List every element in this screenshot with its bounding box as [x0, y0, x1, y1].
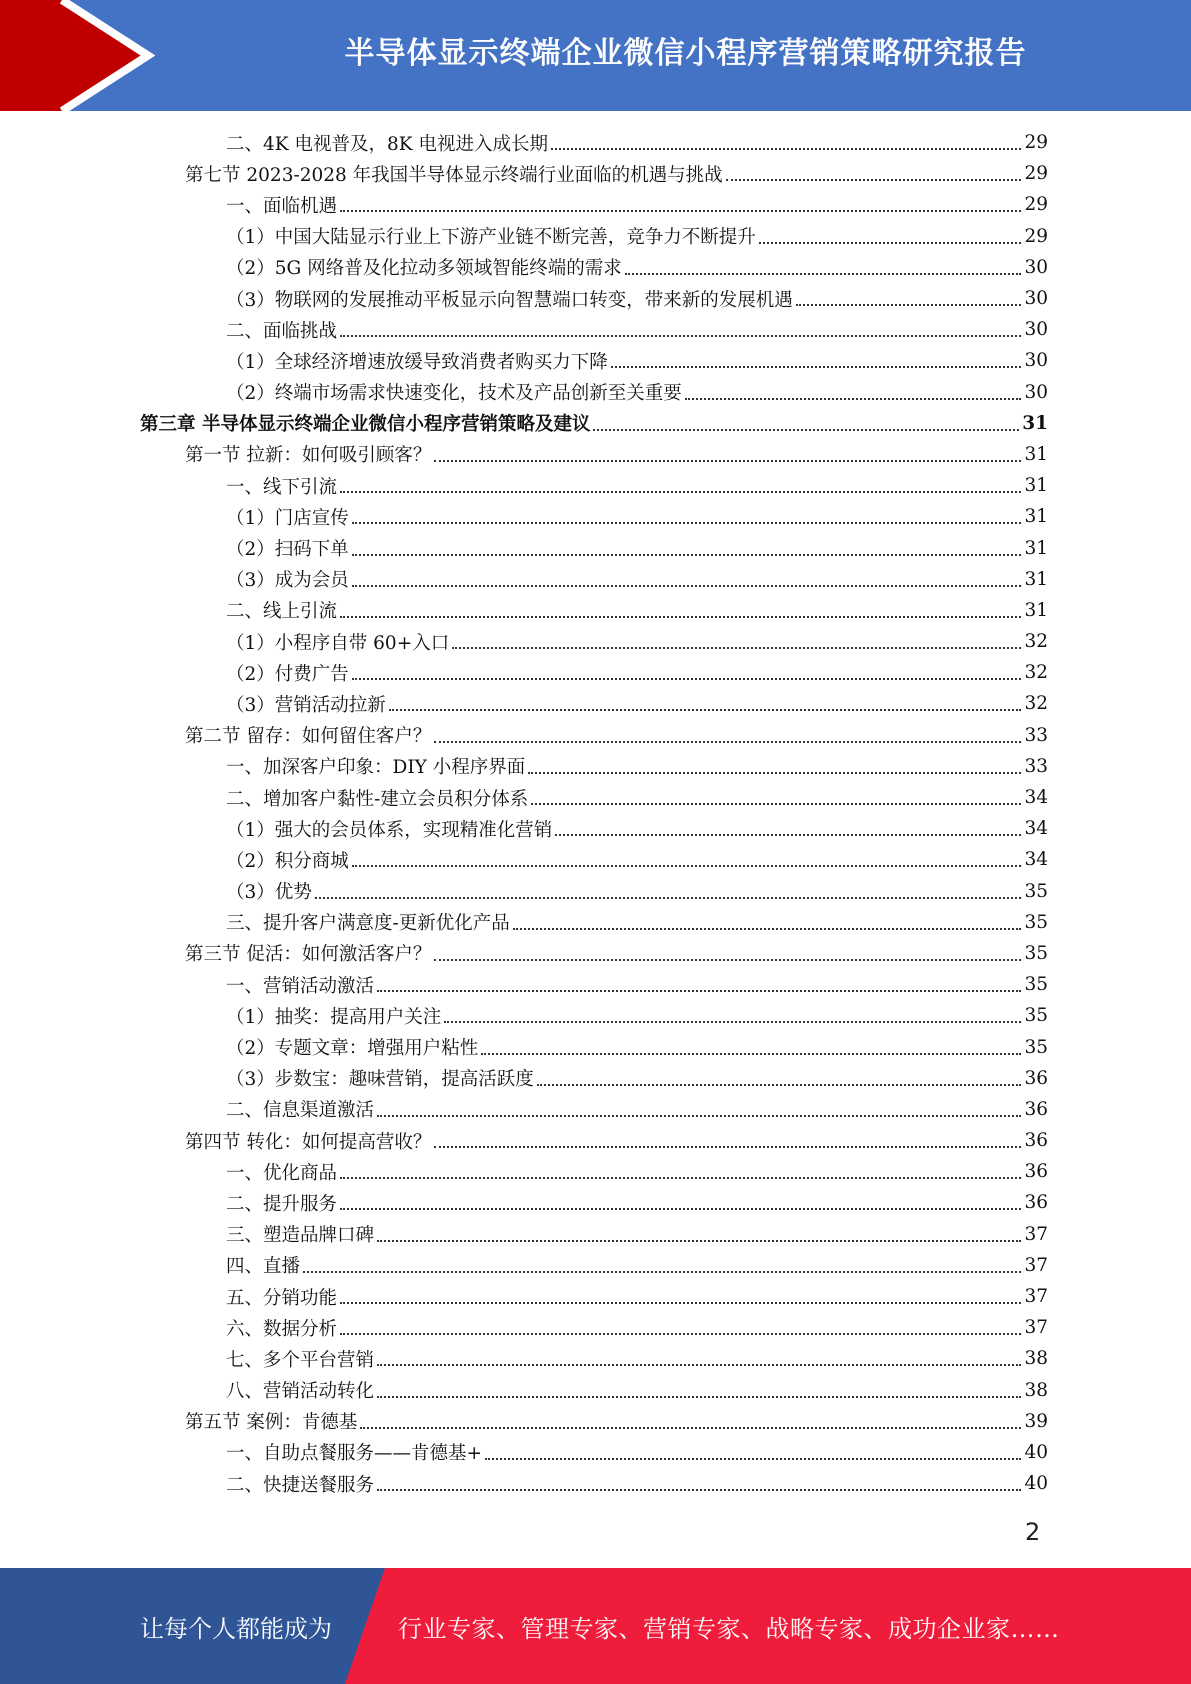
toc-entry[interactable]	[140, 1187, 1048, 1218]
toc-dot-leader	[796, 303, 1022, 306]
toc-entry[interactable]	[140, 1406, 1048, 1437]
toc-dot-leader	[593, 428, 1019, 431]
toc-entry[interactable]	[140, 377, 1048, 408]
toc-entry-title: 二、增加客户黏性-建立会员积分体系	[226, 788, 529, 810]
toc-entry-page: 36	[1024, 1067, 1048, 1089]
header-red-chevron	[0, 0, 155, 111]
toc-dot-leader	[513, 927, 1022, 930]
report-title: 半导体显示终端企业微信小程序营销策略研究报告	[344, 36, 1027, 71]
toc-entry-page: 29	[1024, 194, 1048, 216]
toc-entry-title: 一、面临机遇	[226, 195, 338, 217]
toc-dot-leader	[452, 646, 1021, 649]
toc-entry-page: 30	[1024, 381, 1048, 403]
toc-entry-page: 31	[1024, 475, 1048, 497]
toc-dot-leader	[377, 1395, 1021, 1398]
toc-entry-page: 29	[1024, 225, 1048, 247]
toc-entry[interactable]	[140, 1343, 1048, 1374]
toc-entry[interactable]	[140, 1250, 1048, 1281]
toc-entry-page: 30	[1024, 288, 1048, 310]
toc-dot-leader	[685, 397, 1022, 400]
toc-entry-page: 31	[1024, 599, 1048, 621]
toc-dot-leader	[377, 1488, 1021, 1491]
toc-dot-leader	[377, 1239, 1021, 1242]
toc-entry[interactable]	[140, 626, 1048, 657]
toc-entry[interactable]	[140, 470, 1048, 501]
toc-entry-title: （1）抽奖：提高用户关注	[226, 1006, 442, 1028]
toc-dot-leader	[537, 1083, 1022, 1086]
toc-entry[interactable]	[140, 688, 1048, 719]
toc-entry-title: 第三章 半导体显示终端企业微信小程序营销策略及建议	[140, 414, 591, 436]
toc-entry-title: （1）中国大陆显示行业上下游产业链不断完善，竞争力不断提升	[226, 227, 756, 249]
toc-entry-title: 七、多个平台营销	[226, 1349, 375, 1371]
toc-entry[interactable]	[140, 408, 1048, 439]
toc-entry[interactable]	[140, 938, 1048, 969]
toc-dot-leader	[434, 459, 1021, 462]
toc-dot-leader	[481, 1052, 1021, 1055]
toc-entry-page: 35	[1024, 911, 1048, 933]
toc-entry-page: 31	[1022, 412, 1048, 434]
toc-dot-leader	[434, 1145, 1021, 1148]
toc-entry-page: 40	[1024, 1473, 1048, 1495]
toc-dot-leader	[625, 272, 1022, 275]
toc-entry-title: 二、4K 电视普及，8K 电视进入成长期	[226, 133, 548, 155]
toc-entry[interactable]	[140, 439, 1048, 470]
toc-entry-page: 35	[1024, 1005, 1048, 1027]
toc-entry-title: 二、信息渠道激活	[226, 1100, 375, 1122]
toc-entry-page: 40	[1024, 1441, 1048, 1463]
toc-entry-page: 37	[1024, 1223, 1048, 1245]
toc-entry-title: （1）全球经济增速放缓导致消费者购买力下降	[226, 351, 608, 373]
toc-dot-leader	[352, 521, 1022, 524]
toc-entry-title: （2）终端市场需求快速变化，技术及产品创新至关重要	[226, 383, 682, 405]
toc-entry-page: 37	[1024, 1286, 1048, 1308]
toc-entry-page: 30	[1024, 319, 1048, 341]
toc-entry-title: 一、自助点餐服务——肯德基+	[226, 1443, 483, 1465]
footer-slogan-left: 让每个人都能成为	[140, 1614, 332, 1643]
toc-entry[interactable]	[140, 720, 1048, 751]
toc-entry[interactable]	[140, 1125, 1048, 1156]
toc-entry-title: （3）步数宝：趣味营销，提高活跃度	[226, 1069, 534, 1091]
toc-entry-title: 三、塑造品牌口碑	[226, 1225, 375, 1247]
toc-entry-page: 38	[1024, 1348, 1048, 1370]
toc-dot-leader	[360, 1426, 1021, 1429]
toc-entry-page: 29	[1024, 163, 1048, 185]
toc-entry-title: 三、提升客户满意度-更新优化产品	[226, 913, 510, 935]
toc-dot-leader	[528, 771, 1021, 774]
toc-entry-page: 35	[1024, 942, 1048, 964]
toc-dot-leader	[315, 896, 1022, 899]
toc-entry-title: 四、直播	[226, 1256, 301, 1278]
toc-entry-title: （2）专题文章：增强用户粘性	[226, 1038, 479, 1060]
page-footer	[0, 1568, 1191, 1684]
toc-entry-title: （3）优势	[226, 882, 312, 904]
toc-entry-page: 33	[1024, 755, 1048, 777]
toc-dot-leader	[531, 802, 1021, 805]
toc-entry-page: 32	[1024, 631, 1048, 653]
toc-entry-title: 第二节 留存：如何留住客户？	[185, 726, 432, 748]
toc-entry[interactable]	[140, 501, 1048, 532]
toc-entry-title: （3）成为会员	[226, 570, 349, 592]
toc-entry-page: 31	[1024, 537, 1048, 559]
toc-entry[interactable]	[140, 1312, 1048, 1343]
toc-entry-title: 第三节 促活：如何激活客户？	[185, 944, 432, 966]
toc-entry[interactable]	[140, 283, 1048, 314]
toc-entry-page: 29	[1024, 132, 1048, 154]
toc-entry[interactable]	[140, 1468, 1048, 1499]
toc-entry-page: 36	[1024, 1098, 1048, 1120]
toc-entry-title: 一、加深客户印象：DIY 小程序界面	[226, 757, 526, 779]
toc-entry-title: 第七节 2023-2028 年我国半导体显示终端行业面临的机遇与挑战	[185, 164, 723, 186]
toc-entry-title: 二、快捷送餐服务	[226, 1474, 375, 1496]
toc-entry[interactable]	[140, 1063, 1048, 1094]
toc-dot-leader	[340, 490, 1021, 493]
toc-dot-leader	[555, 833, 1021, 836]
toc-entry-title: 二、提升服务	[226, 1193, 338, 1215]
toc-entry[interactable]	[140, 969, 1048, 1000]
toc-entry-page: 30	[1024, 350, 1048, 372]
toc-dot-leader	[340, 1207, 1021, 1210]
toc-entry[interactable]	[140, 189, 1048, 220]
toc-dot-leader	[352, 864, 1022, 867]
toc-entry[interactable]	[140, 1031, 1048, 1062]
toc-entry-page: 39	[1024, 1410, 1048, 1432]
toc-entry-title: （1）小程序自带 60+入口	[226, 632, 450, 654]
toc-entry-title: （1）强大的会员体系，实现精准化营销	[226, 819, 553, 841]
toc-dot-leader	[340, 1176, 1021, 1179]
footer-slogan-right: 行业专家、管理专家、营销专家、战略专家、成功企业家……	[398, 1614, 1060, 1643]
toc-dot-leader	[434, 958, 1021, 961]
toc-dot-leader	[377, 1363, 1021, 1366]
toc-dot-leader	[444, 1020, 1021, 1023]
toc-entry[interactable]	[140, 657, 1048, 688]
toc-dot-leader	[352, 677, 1022, 680]
toc-dot-leader	[759, 241, 1022, 244]
toc-entry-title: （2）5G 网络普及化拉动多领域智能终端的需求	[226, 258, 622, 280]
toc-entry-page: 35	[1024, 880, 1048, 902]
toc-dot-leader	[352, 584, 1022, 587]
toc-entry[interactable]	[140, 345, 1048, 376]
toc-entry-page: 34	[1024, 849, 1048, 871]
toc-entry[interactable]	[140, 1375, 1048, 1406]
toc-entry-page: 31	[1024, 443, 1048, 465]
toc-entry[interactable]	[140, 782, 1048, 813]
toc-dot-leader	[377, 989, 1021, 992]
toc-dot-leader	[340, 1332, 1021, 1335]
toc-entry[interactable]	[140, 127, 1048, 158]
toc-entry-page: 37	[1024, 1317, 1048, 1339]
toc-entry[interactable]	[140, 595, 1048, 626]
toc-dot-leader	[726, 178, 1022, 181]
toc-entry-page: 33	[1024, 724, 1048, 746]
toc-entry-page: 31	[1024, 506, 1048, 528]
toc-entry[interactable]	[140, 1156, 1048, 1187]
toc-entry[interactable]	[140, 876, 1048, 907]
toc-entry-title: （2）扫码下单	[226, 539, 349, 561]
toc-entry-title: 一、线下引流	[226, 476, 338, 498]
page-header	[0, 0, 1191, 111]
toc-dot-leader	[303, 1270, 1021, 1273]
toc-entry-title: 一、营销活动激活	[226, 975, 375, 997]
toc-dot-leader	[485, 1457, 1021, 1460]
toc-entry-title: 第五节 案例：肯德基	[185, 1412, 358, 1434]
toc-dot-leader	[340, 209, 1021, 212]
toc-entry-page: 38	[1024, 1379, 1048, 1401]
toc-entry-title: （2）积分商城	[226, 850, 349, 872]
toc-dot-leader	[340, 615, 1021, 618]
toc-entry-title: 八、营销活动转化	[226, 1381, 375, 1403]
toc-entry[interactable]	[140, 564, 1048, 595]
toc-dot-leader	[352, 553, 1022, 556]
toc-entry-page: 37	[1024, 1254, 1048, 1276]
toc-entry-page: 34	[1024, 787, 1048, 809]
toc-entry[interactable]	[140, 1000, 1048, 1031]
toc-dot-leader	[611, 365, 1022, 368]
toc-dot-leader	[389, 708, 1022, 711]
toc-entry[interactable]	[140, 532, 1048, 563]
toc-entry[interactable]	[140, 1219, 1048, 1250]
toc-dot-leader	[377, 1114, 1021, 1117]
toc-entry-page: 34	[1024, 818, 1048, 840]
toc-entry-title: （1）门店宣传	[226, 507, 349, 529]
table-of-contents	[140, 127, 1048, 1499]
toc-entry[interactable]	[140, 751, 1048, 782]
toc-entry[interactable]	[140, 813, 1048, 844]
toc-entry-title: 二、面临挑战	[226, 320, 338, 342]
toc-entry-page: 30	[1024, 256, 1048, 278]
toc-entry-title: 二、线上引流	[226, 601, 338, 623]
toc-entry-page: 36	[1024, 1192, 1048, 1214]
toc-entry-title: 一、优化商品	[226, 1162, 338, 1184]
toc-entry[interactable]	[140, 221, 1048, 252]
toc-entry[interactable]	[140, 314, 1048, 345]
toc-entry-title: 第四节 转化：如何提高营收？	[185, 1131, 432, 1153]
toc-dot-leader	[340, 1301, 1021, 1304]
toc-entry-page: 36	[1024, 1130, 1048, 1152]
toc-dot-leader	[434, 740, 1021, 743]
toc-entry-page: 32	[1024, 693, 1048, 715]
toc-entry[interactable]	[140, 1094, 1048, 1125]
toc-entry[interactable]	[140, 907, 1048, 938]
toc-entry-title: （2）付费广告	[226, 663, 349, 685]
toc-entry-page: 35	[1024, 1036, 1048, 1058]
toc-entry-page: 31	[1024, 568, 1048, 590]
page-number: 2	[1025, 1518, 1041, 1546]
toc-entry[interactable]	[140, 158, 1048, 189]
toc-entry-page: 35	[1024, 974, 1048, 996]
toc-entry-title: 第一节 拉新：如何吸引顾客？	[185, 445, 432, 467]
toc-entry-page: 36	[1024, 1161, 1048, 1183]
toc-entry[interactable]	[140, 252, 1048, 283]
toc-entry-title: （3）物联网的发展推动平板显示向智慧端口转变，带来新的发展机遇	[226, 289, 793, 311]
toc-dot-leader	[551, 147, 1022, 150]
toc-entry-page: 32	[1024, 662, 1048, 684]
toc-entry-title: 六、数据分析	[226, 1318, 338, 1340]
toc-entry-title: 五、分销功能	[226, 1287, 338, 1309]
toc-dot-leader	[340, 334, 1021, 337]
toc-entry[interactable]	[140, 1281, 1048, 1312]
toc-entry[interactable]	[140, 1437, 1048, 1468]
toc-entry-title: （3）营销活动拉新	[226, 694, 386, 716]
toc-entry[interactable]	[140, 844, 1048, 875]
